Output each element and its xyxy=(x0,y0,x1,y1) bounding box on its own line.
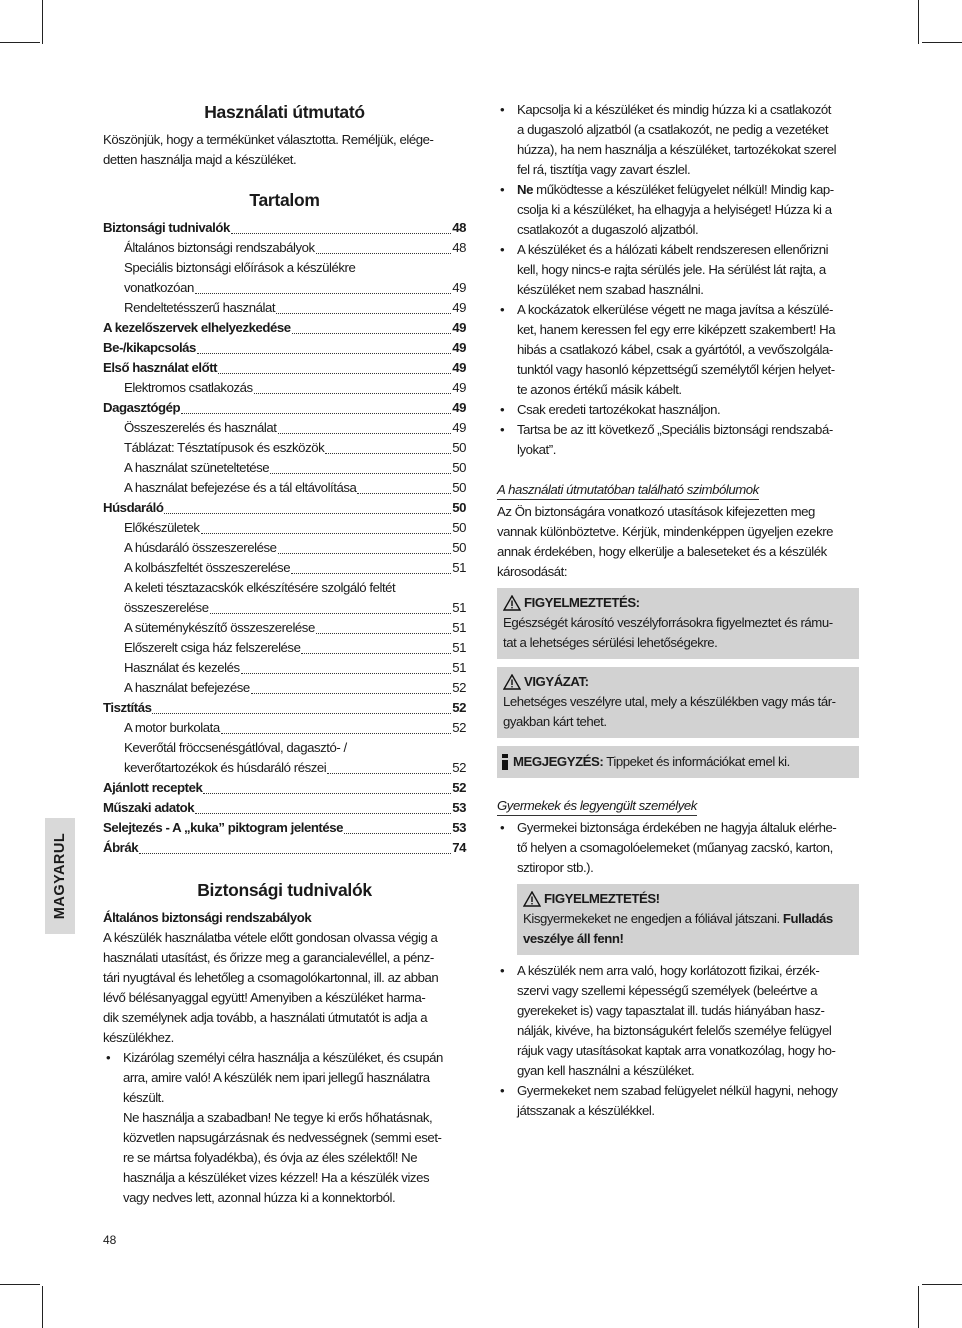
crop-mark xyxy=(42,1286,43,1328)
toc-leader-dots xyxy=(276,312,451,314)
toc-entry xyxy=(103,778,466,798)
toc-entry: Keverőtál fröccsenésgátlóval, dagasztó- / xyxy=(124,740,347,755)
toc-entry-title: Selejtezés - A „kuka” piktogram jelentése xyxy=(103,820,344,835)
toc-leader-dots xyxy=(278,432,452,434)
toc-entry-page: 50 xyxy=(452,460,466,475)
toc-entry xyxy=(103,618,466,638)
toc-entry-page: 49 xyxy=(452,300,466,315)
toc-entry-page: 51 xyxy=(452,660,466,675)
toc-entry-title: Elektromos csatlakozás xyxy=(124,380,253,395)
toc-entry xyxy=(103,598,466,618)
toc-leader-dots xyxy=(278,552,452,554)
toc-entry-page: 50 xyxy=(452,540,466,555)
toc-entry-page: 50 xyxy=(452,520,466,535)
toc-entry-title: Dagasztógép xyxy=(103,400,181,415)
toc-entry-page: 49 xyxy=(452,420,466,435)
toc-entry-title: Táblázat: Tésztatípusok és eszközök xyxy=(124,440,325,455)
toc-entry xyxy=(103,638,466,658)
toc-entry xyxy=(103,518,466,538)
toc-entry xyxy=(103,478,466,498)
toc-entry xyxy=(103,558,466,578)
toc-entry-page: 49 xyxy=(452,340,466,355)
toc-leader-dots xyxy=(164,512,451,514)
toc-entry-page: 74 xyxy=(452,840,466,855)
toc-entry xyxy=(103,338,466,358)
child-warning-box xyxy=(517,884,859,955)
language-tab xyxy=(45,818,75,934)
crop-mark xyxy=(42,0,43,44)
list-item: • A készüléket és a hálózati kábelt rendszeresen ellenőrizni kell, hogy nincs-e rajta sérülés jele. Ha sérülést lát rajta, a készüléket nem szabad használni. xyxy=(497,240,859,300)
list-item: • A kockázatok elkerülése végett ne maga javítsa a készülé- ket, hanem keressen fel egy erre kiképzett szakembert! Ha hibás a csatlakozó kábel, csak a gyártótól, a vevőszolgála- tunktól vagy hasonló képzettségű személytől kérjen helyet- te azonos értékű másik kábelt. xyxy=(497,300,859,400)
children-list-continued xyxy=(497,961,859,1121)
toc-entry-title: A motor burkolata xyxy=(124,720,220,735)
toc-entry xyxy=(103,718,466,738)
toc-entry-page: 51 xyxy=(452,600,466,615)
toc-entry-page: 53 xyxy=(452,800,466,815)
toc-leader-dots xyxy=(325,452,451,454)
warning-triangle-icon xyxy=(523,891,541,907)
toc-entry-title: A használat szüneteltetése xyxy=(124,460,270,475)
list-item: • Tartsa be az itt következő „Speciális biztonsági rendszabá- lyokat”. xyxy=(497,420,859,460)
warning-triangle-icon xyxy=(503,595,521,611)
toc-leader-dots xyxy=(291,572,451,574)
list-item: • Gyermekei biztonsága érdekében ne hagyja általuk elérhe- tő helyen a csomagolóelemeket (műanyag zacskó, karton, sztiropor stb.). xyxy=(497,818,859,878)
toc-entry xyxy=(103,698,466,718)
crop-mark xyxy=(0,42,40,43)
crop-mark xyxy=(918,1286,919,1328)
symbols-text: Az Ön biztonságára vonatkozó utasítások kifejezetten meg vannak különböztetve. Kérjük, mindenképpen ügyeljen ezekre annak érdekében, hogy elkerülje a baleseteket és a készülék károsodását: xyxy=(497,504,834,579)
crop-mark xyxy=(922,1284,962,1285)
toc-leader-dots xyxy=(292,332,452,334)
toc-entry-title: A használat befejezése és a tál eltávolítása xyxy=(124,480,357,495)
toc-entry xyxy=(103,798,466,818)
warning-triangle-icon xyxy=(503,674,521,690)
toc-entry xyxy=(103,498,466,518)
toc-entry-page: 49 xyxy=(452,380,466,395)
child-warning-title: FIGYELMEZTETÉS! xyxy=(544,891,660,906)
toc-entry xyxy=(103,758,466,778)
toc-entry-page: 50 xyxy=(452,500,466,515)
toc-entry-title: Ábrák xyxy=(103,840,139,855)
toc-leader-dots xyxy=(301,652,451,654)
toc-entry xyxy=(103,458,466,478)
symbols-heading: A használati útmutatóban található szimbólumok xyxy=(497,481,759,500)
toc-entry-page: 50 xyxy=(452,480,466,495)
caution-text: Lehetséges veszélyre utal, mely a készülékben vagy más tár- gyakban kárt tehet. xyxy=(503,694,836,729)
toc-entry-page: 52 xyxy=(452,680,466,695)
toc-entry xyxy=(103,418,466,438)
toc-leader-dots xyxy=(327,772,451,774)
toc-entry xyxy=(103,358,466,378)
toc-entry-page: 50 xyxy=(452,440,466,455)
toc-leader-dots xyxy=(197,352,451,354)
toc-leader-dots xyxy=(218,372,451,374)
warning-title: FIGYELMEZTETÉS: xyxy=(524,595,640,610)
toc-leader-dots xyxy=(241,672,452,674)
toc-entry-title: Be-/kikapcsolás xyxy=(103,340,196,355)
note-text: Tippeket és információkat emel ki. xyxy=(603,754,790,769)
toc-entry xyxy=(103,298,466,318)
page-number: 48 xyxy=(103,1233,117,1247)
list-item: • Kapcsolja ki a készüléket és mindig húzza ki a csatlakozót a dugaszoló aljzatból (a csatlakozót, ne pedig a vezetéket húzza), ha nem használja a készüléket, tartozékokat szerel fel rá, tisztítja vagy zavart észlel. xyxy=(497,100,859,180)
toc-leader-dots xyxy=(254,392,452,394)
toc-leader-dots xyxy=(357,492,451,494)
toc-title: Tartalom xyxy=(249,190,320,210)
children-list xyxy=(497,818,859,878)
toc-leader-dots xyxy=(251,692,451,694)
crop-mark xyxy=(918,0,919,44)
toc-entry-title: Húsdaráló xyxy=(103,500,164,515)
toc-leader-dots xyxy=(139,852,451,854)
toc-entry-page: 52 xyxy=(452,720,466,735)
intro-text: Köszönjük, hogy a termékünket választotta. Reméljük, elége- detten használja majd a készüléket. xyxy=(103,132,434,167)
toc-entry-title: Használat és kezelés xyxy=(124,660,240,675)
toc-entry-title: A használat befejezése xyxy=(124,680,250,695)
toc-entry-page: 52 xyxy=(452,760,466,775)
table-of-contents xyxy=(103,218,466,858)
toc-entry-title: Rendeltetésszerű használat xyxy=(124,300,276,315)
toc-entry xyxy=(103,438,466,458)
toc-entry-title: A süteménykészítő összeszerelése xyxy=(124,620,315,635)
toc-entry-page: 52 xyxy=(452,700,466,715)
toc-entry-page: 53 xyxy=(452,820,466,835)
toc-leader-dots xyxy=(344,832,451,834)
toc-entry-title: Előszerelt csiga ház felszerelése xyxy=(124,640,301,655)
children-heading: Gyermekek és legyengült személyek xyxy=(497,797,697,816)
toc-entry-title: Ajánlott receptek xyxy=(103,780,203,795)
toc-entry-page: 52 xyxy=(452,780,466,795)
toc-entry-title: Előkészületek xyxy=(124,520,200,535)
toc-entry-page: 48 xyxy=(452,220,466,235)
toc-leader-dots xyxy=(210,612,452,614)
toc-entry: Speciális biztonsági előírások a készülékre xyxy=(124,260,356,275)
toc-leader-dots xyxy=(181,412,451,414)
toc-entry-page: 49 xyxy=(452,320,466,335)
toc-entry xyxy=(103,658,466,678)
toc-entry xyxy=(103,818,466,838)
toc-entry-title: Első használat előtt xyxy=(103,360,218,375)
toc-leader-dots xyxy=(201,532,452,534)
toc-leader-dots xyxy=(195,812,451,814)
toc-leader-dots xyxy=(231,232,451,234)
crop-mark xyxy=(922,42,962,43)
toc-leader-dots xyxy=(221,732,452,734)
toc-leader-dots xyxy=(316,252,452,254)
warning-text: Egészségét károsító veszélyforrásokra figyelmeztet és rámu- tat a lehetséges sérülési lehetőségekre. xyxy=(503,615,833,650)
toc-leader-dots xyxy=(152,712,451,714)
toc-entry-page: 51 xyxy=(452,560,466,575)
toc-entry-title: Tisztítás xyxy=(103,700,152,715)
toc-entry-page: 48 xyxy=(452,240,466,255)
safety-list xyxy=(497,100,859,460)
toc-entry-page: 51 xyxy=(452,620,466,635)
toc-entry-title: A húsdaráló összeszerelése xyxy=(124,540,277,555)
child-warning-text: Kisgyermekeket ne engedjen a fóliával játszani. Fulladás veszélye áll fenn! xyxy=(523,911,833,946)
toc-leader-dots xyxy=(203,792,451,794)
toc-leader-dots xyxy=(316,632,451,634)
toc-entry-page: 49 xyxy=(452,360,466,375)
language-tab-label: MAGYARUL xyxy=(52,832,68,920)
toc-entry-title: keverőtartozékok és húsdaráló részei xyxy=(124,760,327,775)
list-item: • Csak eredeti tartozékokat használjon. xyxy=(497,400,859,420)
toc-entry: A keleti tésztazacskók elkészítésére szolgáló feltét xyxy=(124,580,396,595)
list-item: • Ne működtesse a készüléket felügyelet nélkül! Mindig kap- csolja ki a készüléket, ha elhagyja a helyiséget! Húzza ki a csatlakozót a dugaszoló aljzatból. xyxy=(497,180,859,240)
general-rules-heading: Általános biztonsági rendszabályok xyxy=(103,910,312,925)
caution-box xyxy=(497,667,859,738)
list-item: • A készülék nem arra való, hogy korlátozott fizikai, érzék- szervi vagy szellemi képességű személyek (beleértve a gyerekeket is) vagy tapasztalat ill. tudás hiányában hasz- nálják, kivéve, ha biztonságukért felelős személye felügyel rájuk vagy utasításokat kaptak arra vonatkozólag, hogy ho- gyan kell használni a készüléket. xyxy=(497,961,859,1081)
toc-entry-title: Műszaki adatok xyxy=(103,800,195,815)
toc-entry-page: 51 xyxy=(452,640,466,655)
toc-entry xyxy=(103,278,466,298)
list-item: • Kizárólag személyi célra használja a készüléket, és csupán arra, amire való! A készülék nem ipari jellegű használatra készült. Ne használja a szabadban! Ne tegye ki erős hőhatásnak, közvetlen napsugárzásnak és nedvességnek (semmi eset- re se mártsa folyadékba), és óvja az éles szélektől! Ne használja a készüléket vizes kézzel! Ha a készülék vizes vagy nedves lett, azonnal húzza ki a konnektorból. xyxy=(103,1048,466,1208)
toc-entry-title: A kezelőszervek elhelyezkedése xyxy=(103,320,291,335)
toc-entry xyxy=(103,398,466,418)
toc-entry-title: Biztonsági tudnivalók xyxy=(103,220,230,235)
toc-leader-dots xyxy=(195,292,451,294)
toc-entry-title: A kolbászfeltét összeszerelése xyxy=(124,560,291,575)
toc-entry xyxy=(103,378,466,398)
list-item: • Gyermekeket nem szabad felügyelet nélkül hagyni, nehogy játsszanak a készülékkel. xyxy=(497,1081,859,1121)
left-column xyxy=(103,100,466,1208)
toc-entry xyxy=(103,218,466,238)
page-title: Használati útmutató xyxy=(204,102,365,122)
toc-entry-title: Összeszerelés és használat xyxy=(124,420,277,435)
toc-entry xyxy=(103,538,466,558)
toc-entry xyxy=(103,238,466,258)
general-rules-list xyxy=(103,1048,466,1208)
toc-entry xyxy=(103,678,466,698)
toc-leader-dots xyxy=(270,472,451,474)
note-title: MEGJEGYZÉS: xyxy=(513,754,604,769)
toc-entry xyxy=(103,838,466,858)
warning-box xyxy=(497,588,859,659)
info-icon xyxy=(501,753,509,771)
note-box xyxy=(497,746,859,778)
right-column xyxy=(497,100,859,1121)
crop-mark xyxy=(0,1284,40,1285)
toc-entry-title: Általános biztonsági rendszabályok xyxy=(124,240,315,255)
toc-entry-title: összeszerelése xyxy=(124,600,209,615)
general-rules-text: A készülék használatba vétele előtt gondosan olvassa végig a használati utasítást, és őrizze meg a garancialevéllel, a pénz- tári nyugtával és lehetőleg a csomagolókartonnal, ill. az abban lévő bélésanyaggal együtt! Amenyiben a készüléket harma- dik személynek adja tovább, a használati útmutatót is adja a készülékhez. xyxy=(103,930,439,1045)
toc-entry xyxy=(103,318,466,338)
caution-title: VIGYÁZAT: xyxy=(524,674,589,689)
toc-entry-title: vonatkozóan xyxy=(124,280,194,295)
toc-entry-page: 49 xyxy=(452,280,466,295)
safety-title: Biztonsági tudnivalók xyxy=(197,880,372,900)
toc-entry-page: 49 xyxy=(452,400,466,415)
